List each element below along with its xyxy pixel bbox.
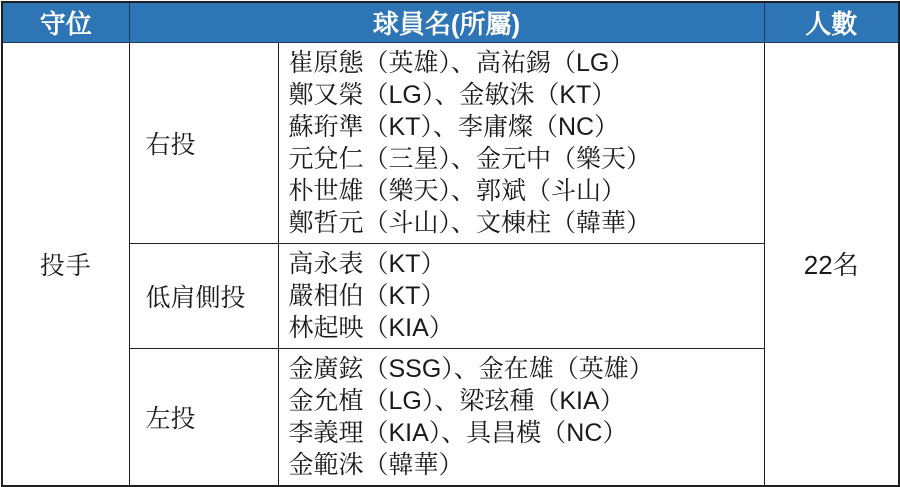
table-header-row <box>2 2 899 42</box>
pitcher-roster-table <box>1 1 900 487</box>
position-cell: 投手 <box>2 42 129 486</box>
count-cell: 22名 <box>764 42 899 486</box>
players-left <box>278 348 764 486</box>
header-count: 人數 <box>764 2 899 42</box>
player-line: 李義理（KIA）、具昌模（NC） <box>288 418 628 447</box>
player-line: 金允植（LG）、梁玹種（KIA） <box>288 386 625 415</box>
player-line: 金廣鉉（SSG）、金在雄（英雄） <box>288 354 654 383</box>
player-line: 鄭又榮（LG）、金敏洙（KT） <box>288 80 617 109</box>
players-right <box>278 42 764 243</box>
throw-type-right: 右投 <box>129 42 278 243</box>
table-row <box>2 42 899 243</box>
player-line: 林起映（KIA） <box>288 313 454 342</box>
throw-type-sidearm: 低肩側投 <box>129 243 278 348</box>
player-line: 高永表（KT） <box>288 249 446 278</box>
throw-type-left: 左投 <box>129 348 278 486</box>
player-line: 崔原態（英雄）、高祐錫（LG） <box>288 48 635 77</box>
player-line: 嚴相伯（KT） <box>288 281 446 310</box>
player-line: 金範洙（韓華） <box>288 450 464 479</box>
player-line: 鄭哲元（斗山）、文棟柱（韓華） <box>288 208 652 237</box>
header-player-names: 球員名(所屬) <box>129 2 764 42</box>
player-line: 蘇珩準（KT）、李庸燦（NC） <box>288 112 620 141</box>
players-sidearm <box>278 243 764 348</box>
header-position: 守位 <box>2 2 129 42</box>
player-line: 元兌仁（三星）、金元中（樂天） <box>288 144 652 173</box>
player-line: 朴世雄（樂天）、郭斌（斗山） <box>288 176 627 205</box>
